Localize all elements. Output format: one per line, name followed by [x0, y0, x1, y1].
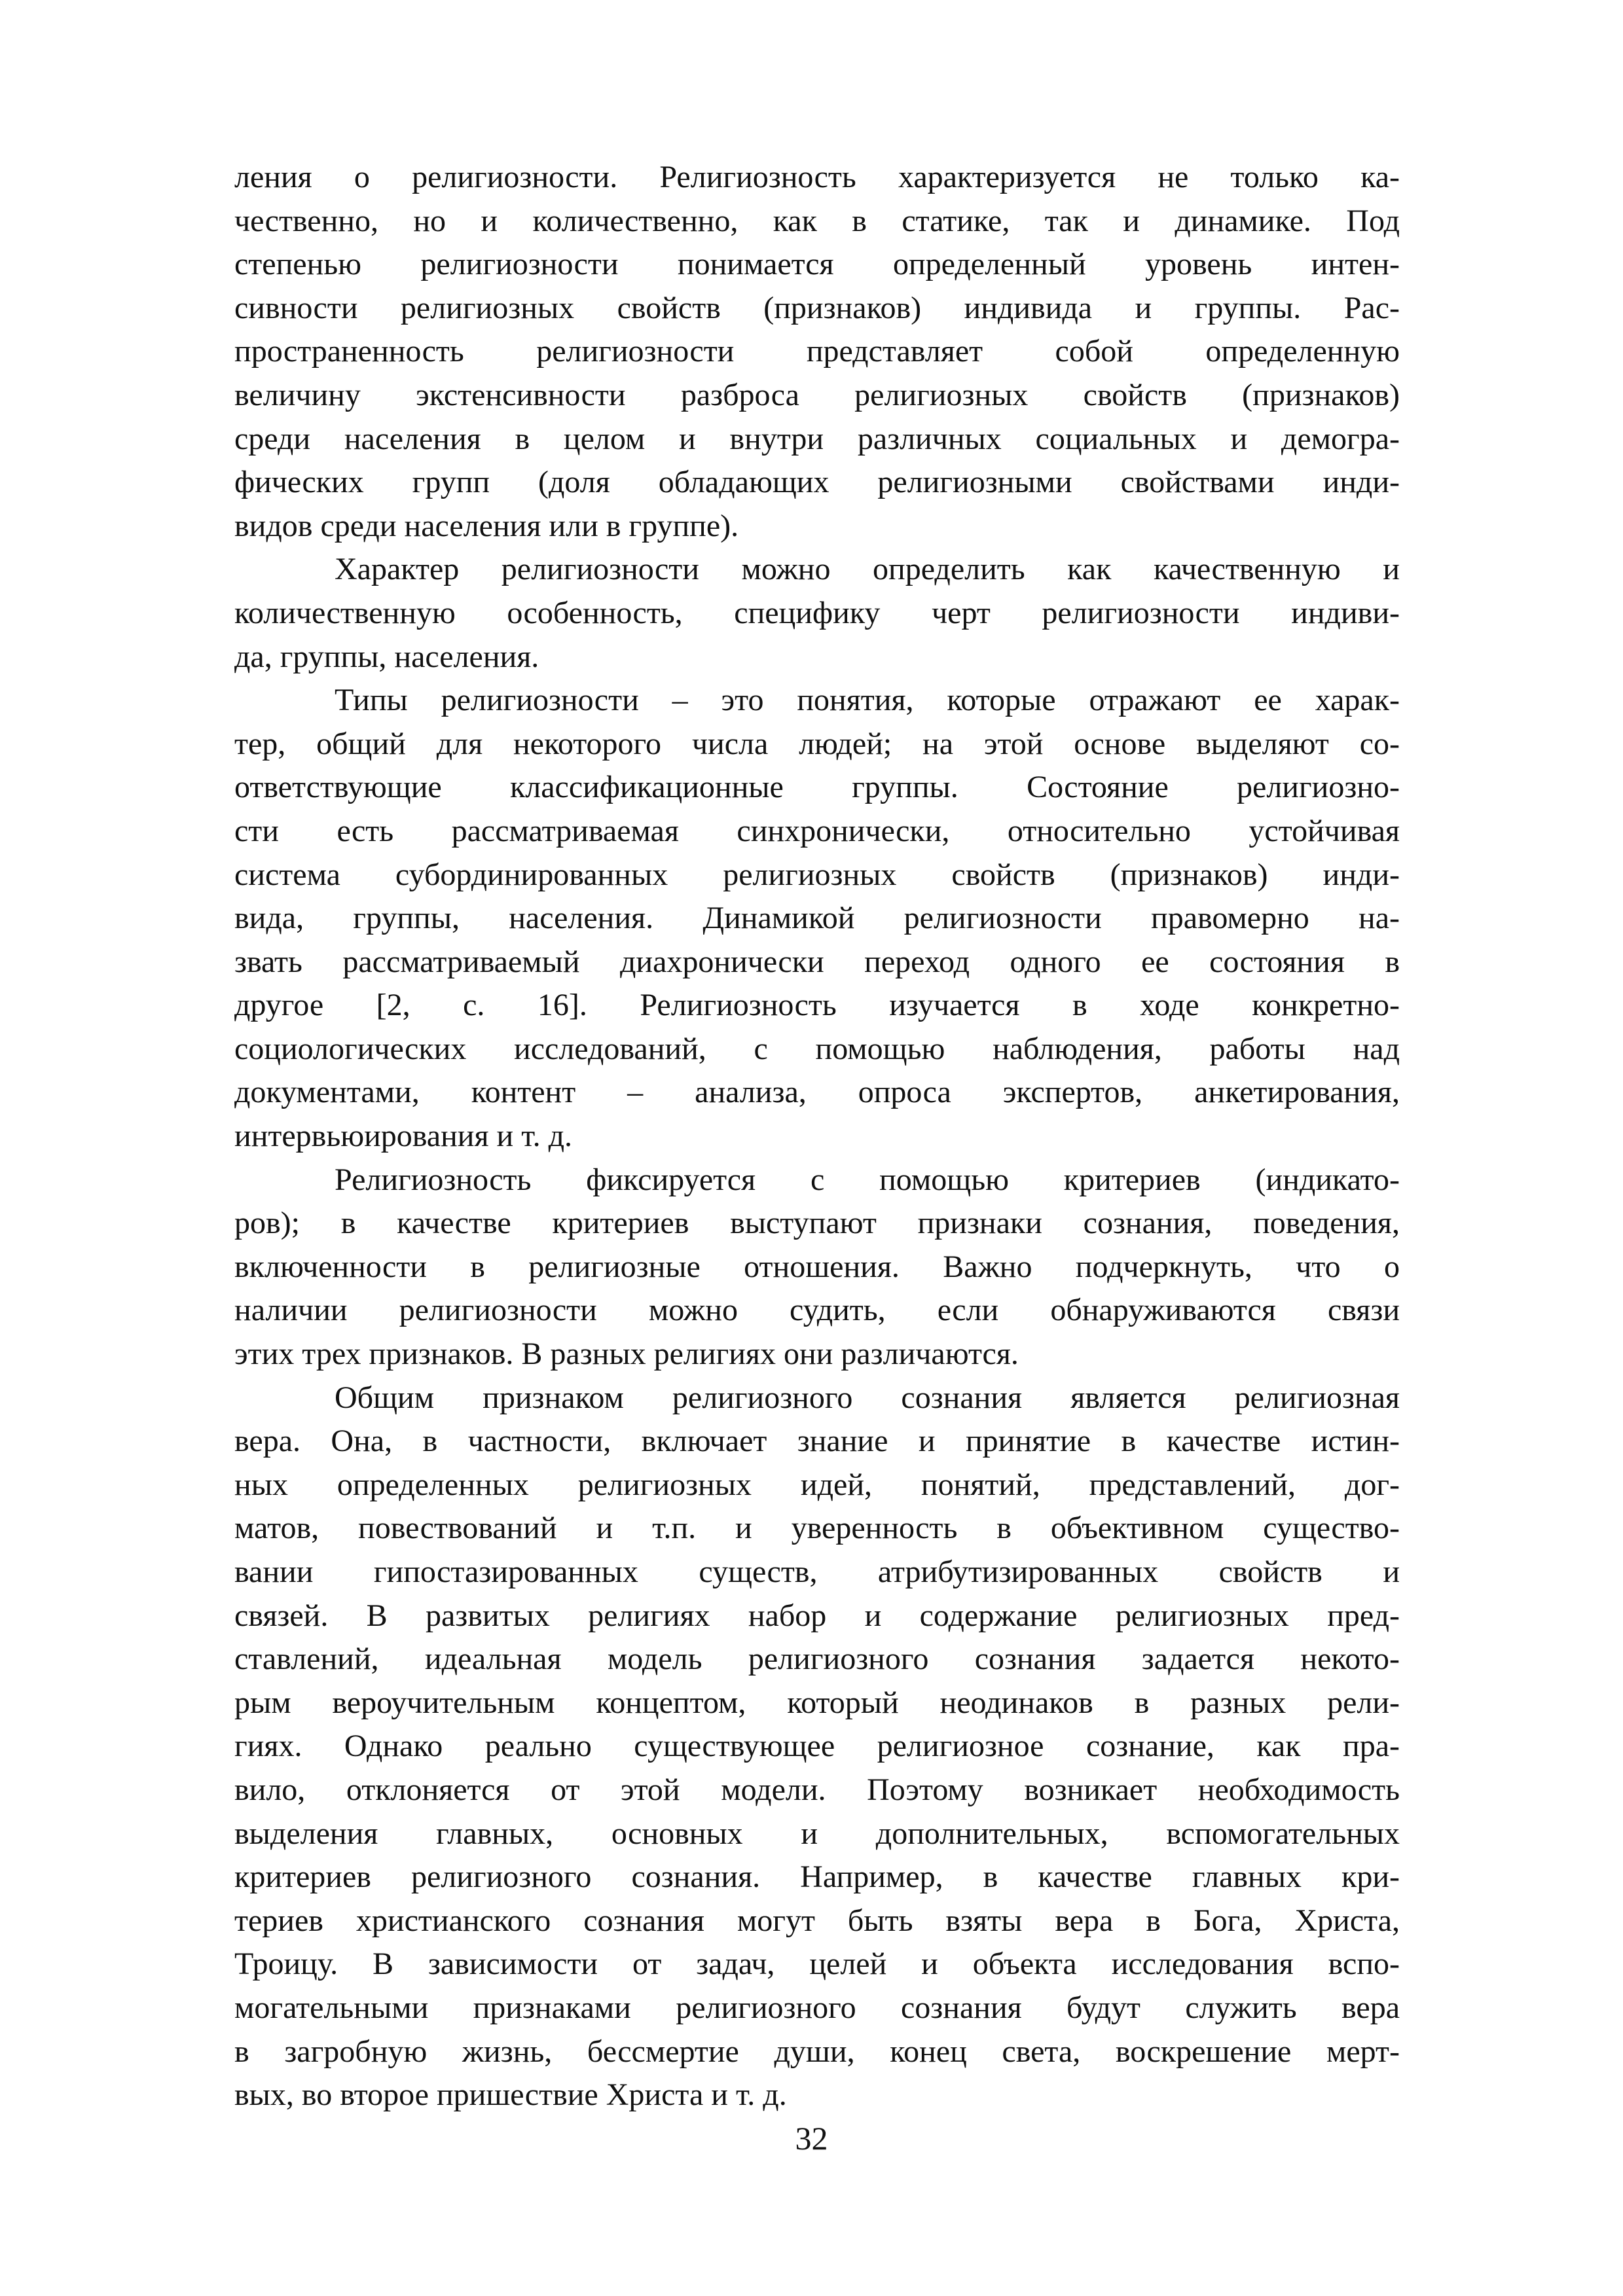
- text-line: матов, повествований и т.п. и уверенность в объективном существо-: [234, 1511, 1400, 1546]
- text-line: Типы религиозности – это понятия, которые отражают ее харак-: [335, 683, 1400, 718]
- text-line: включенности в религиозные отношения. Важно подчеркнуть, что о: [234, 1249, 1400, 1284]
- text-line: выделения главных, основных и дополнительных, вспомогательных: [234, 1816, 1400, 1851]
- text-line: Религиозность фиксируется с помощью критериев (индикато-: [335, 1162, 1400, 1197]
- text-line: звать рассматриваемый диахронически переход одного ее состояния в: [234, 944, 1400, 979]
- text-line: Троицу. В зависимости от задач, целей и объекта исследования вспо-: [234, 1946, 1400, 1982]
- text-line: могательными признаками религиозного сознания будут служить вера: [234, 1990, 1400, 2025]
- paragraph: [234, 679, 1400, 1158]
- paragraph: [234, 1158, 1400, 1376]
- text-line: количественную особенность, специфику черт религиозности индиви-: [234, 595, 1400, 630]
- text-line: сивности религиозных свойств (признаков) индивида и группы. Рас-: [234, 290, 1400, 325]
- text-line: вых, во второе пришествие Христа и т. д.: [234, 2077, 787, 2113]
- text-line: сти есть рассматриваемая синхронически, относительно устойчивая: [234, 813, 1400, 848]
- text-line: видов среди населения или в группе).: [234, 508, 739, 543]
- paragraph: [234, 548, 1400, 679]
- paragraph: [234, 1376, 1400, 2117]
- text-line: чественно, но и количественно, как в статике, так и динамике. Под: [234, 203, 1400, 238]
- body-text: [234, 156, 1400, 2117]
- text-line: вании гипостазированных существ, атрибутизированных свойств и: [234, 1554, 1400, 1589]
- text-line: фических групп (доля обладающих религиозными свойствами инди-: [234, 465, 1400, 500]
- text-line: да, группы, населения.: [234, 639, 539, 674]
- text-line: рым вероучительным концептом, который неодинаков в разных рели-: [234, 1685, 1400, 1720]
- text-line: другое [2, с. 16]. Религиозность изучается в ходе конкретно-: [234, 988, 1400, 1023]
- text-line: документами, контент – анализа, опроса экспертов, анкетирования,: [234, 1075, 1400, 1110]
- text-line: вило, отклоняется от этой модели. Поэтому возникает необходимость: [234, 1772, 1400, 1807]
- text-line: степенью религиозности понимается определенный уровень интен-: [234, 247, 1400, 282]
- text-line: ных определенных религиозных идей, понятий, представлений, дог-: [234, 1467, 1400, 1502]
- text-line: териев христианского сознания могут быть взяты вера в Бога, Христа,: [234, 1903, 1400, 1938]
- text-line: наличии религиозности можно судить, если обнаруживаются связи: [234, 1293, 1400, 1328]
- paragraph: [234, 156, 1400, 548]
- text-line: Общим признаком религиозного сознания является религиозная: [335, 1380, 1400, 1415]
- page-number: 32: [795, 2120, 828, 2157]
- text-line: вида, группы, населения. Динамикой религиозности правомерно на-: [234, 901, 1400, 936]
- text-line: этих трех признаков. В разных религиях они различаются.: [234, 1336, 1019, 1372]
- text-line: интервьюирования и т. д.: [234, 1119, 573, 1154]
- text-line: система субординированных религиозных свойств (признаков) инди-: [234, 857, 1400, 892]
- text-line: социологических исследований, с помощью наблюдения, работы над: [234, 1031, 1400, 1066]
- text-line: связей. В развитых религиях набор и содержание религиозных пред-: [234, 1598, 1400, 1633]
- text-line: ответствующие классификационные группы. Состояние религиозно-: [234, 770, 1400, 805]
- text-line: ставлений, идеальная модель религиозного сознания задается некото-: [234, 1641, 1400, 1677]
- text-line: Характер религиозности можно определить как качественную и: [335, 552, 1400, 587]
- text-line: тер, общий для некоторого числа людей; на этой основе выделяют со-: [234, 726, 1400, 761]
- text-line: гиях. Однако реально существующее религиозное сознание, как пра-: [234, 1729, 1400, 1764]
- text-line: ления о религиозности. Религиозность характеризуется не только ка-: [234, 160, 1400, 194]
- text-line: ров); в качестве критериев выступают признаки сознания, поведения,: [234, 1206, 1400, 1241]
- text-line: критериев религиозного сознания. Например, в качестве главных кри-: [234, 1859, 1400, 1895]
- text-line: среди населения в целом и внутри различных социальных и демогра-: [234, 421, 1400, 456]
- text-line: в загробную жизнь, бессмертие души, конец света, воскрешение мерт-: [234, 2034, 1400, 2069]
- text-line: пространенность религиозности представляет собой определенную: [234, 334, 1400, 369]
- text-line: величину экстенсивности разброса религиозных свойств (признаков): [234, 377, 1400, 412]
- text-line: вера. Она, в частности, включает знание и принятие в качестве истин-: [234, 1424, 1400, 1459]
